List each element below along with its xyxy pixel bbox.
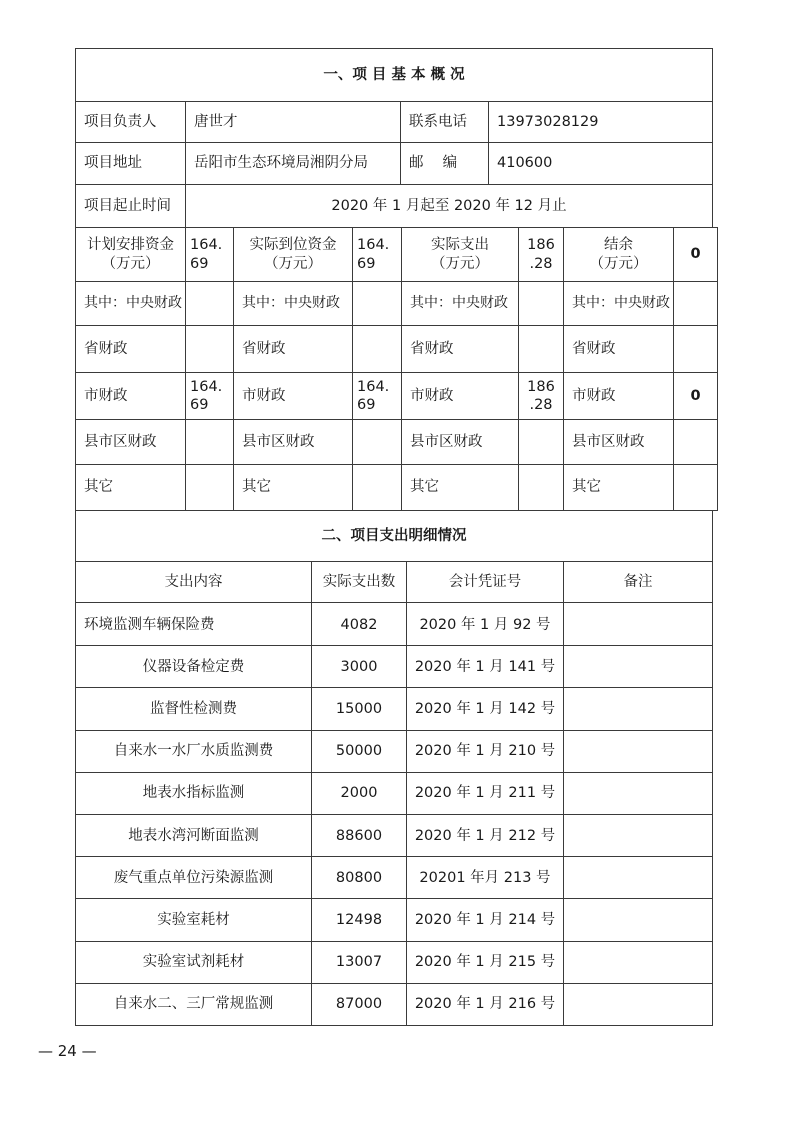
received-funds-value [353,228,401,281]
city-received-value [353,373,401,419]
leader-label: 项目负责人 [84,113,157,130]
leader-value: 唐世才 [194,113,238,130]
cell-note [564,646,712,687]
received-funds-label-line2: （万元） [264,255,322,272]
city-finance-label: 市财政 [242,387,286,404]
rule [75,602,713,603]
cell-item: 监督性检测费 [150,700,237,717]
city-received-value-line2: 69 [357,397,376,413]
balance-value: 0 [690,246,701,263]
header-amount: 实际支出数 [322,573,396,590]
period-value: 2020 年 1 月起至 2020 年 12 月止 [331,197,567,214]
cell-item: 环境监测车辆保险费 [84,616,215,633]
phone-label: 联系电话 [409,113,467,130]
province-finance-label: 省财政 [84,340,128,357]
received-funds-label [234,228,352,281]
section-2-title: 二、项目支出明细情况 [321,527,467,544]
county-finance-label: 县市区财政 [84,433,157,450]
header-note: 备注 [623,573,653,590]
section-1-title: 一、项 目 基 本 概 况 [323,66,465,83]
other-finance-label: 其它 [410,479,439,496]
cell-voucher: 2020 年 1 月 216 号 [414,996,556,1013]
cell-item: 实验室耗材 [157,911,230,928]
page-number: — 24 — [38,1042,97,1060]
cell-note [564,942,712,983]
cell-voucher: 2020 年 1 月 214 号 [414,911,556,928]
other-finance-label: 其它 [84,479,113,496]
cell-item: 地表水湾河断面监测 [128,827,259,844]
planned-funds-label-line2: （万元） [101,255,160,272]
period-label: 项目起止时间 [84,197,171,214]
phone-value: 13973028129 [497,113,599,130]
central-finance-label: 其中：中央财政 [84,294,182,311]
planned-funds-value [186,228,233,281]
cell-note [564,857,712,898]
central-finance-label: 其中：中央财政 [410,294,508,311]
central-finance-label: 其中：中央财政 [572,294,670,311]
cell-item: 地表水指标监测 [142,785,245,802]
cell-voucher: 2020 年 1 月 141 号 [414,658,556,675]
cell-amount: 13007 [335,954,383,971]
spent-funds-label-line1: 实际支出 [431,237,489,254]
rule [712,510,713,1026]
city-spent-value-line2: .28 [529,397,553,413]
cell-note [564,604,712,645]
planned-funds-value-line1: 164. [190,237,223,254]
cell-note [564,984,712,1025]
header-voucher: 会计凭证号 [448,573,522,590]
received-funds-value-line2: 69 [357,255,376,272]
city-finance-label: 市财政 [84,387,128,404]
cell-amount: 88600 [335,827,383,844]
postcode-value: 410600 [497,155,553,172]
rule [717,227,718,510]
province-finance-label: 省财政 [242,340,286,357]
cell-amount: 87000 [335,996,383,1013]
city-spent-value [519,373,563,419]
spent-funds-label-line2: （万元） [431,255,489,272]
address-value: 岳阳市生态环境局湘阴分局 [194,155,368,172]
cell-voucher: 2020 年 1 月 212 号 [414,827,556,844]
postcode-label: 邮 编 [409,155,458,172]
city-finance-label: 市财政 [410,387,454,404]
city-planned-value-line2: 69 [190,397,209,413]
county-finance-label: 县市区财政 [242,433,315,450]
spent-funds-value [519,228,563,281]
cell-note [564,899,712,940]
cell-note [564,815,712,856]
cell-item: 自来水一水厂水质监测费 [113,743,274,760]
cell-voucher: 2020 年 1 月 215 号 [414,954,556,971]
cell-item: 实验室试剂耗材 [142,954,245,971]
cell-note [564,773,712,814]
cell-amount: 80800 [335,869,383,886]
balance-label-line2: （万元） [589,255,648,272]
cell-item: 废气重点单位污染源监测 [113,869,274,886]
cell-item: 仪器设备检定费 [142,658,245,675]
city-finance-label: 市财政 [572,387,616,404]
cell-amount: 15000 [335,700,383,717]
cell-amount: 4082 [340,616,378,633]
cell-amount: 50000 [335,743,383,760]
cell-note [564,688,712,729]
rule [75,1025,713,1026]
header-item: 支出内容 [164,573,223,590]
spent-funds-value-line1: 186 [527,237,555,254]
county-finance-label: 县市区财政 [572,433,645,450]
province-finance-label: 省财政 [410,340,454,357]
cell-amount: 12498 [335,911,383,928]
cell-voucher: 2020 年 1 月 92 号 [419,616,551,633]
cell-voucher: 2020 年 1 月 142 号 [414,700,556,717]
central-finance-label: 其中：中央财政 [242,294,340,311]
cell-note [564,731,712,772]
city-planned-value-line1: 164. [190,378,223,395]
balance-label-line1: 结余 [604,237,633,254]
cell-voucher: 2020 年 1 月 211 号 [414,785,556,802]
cell-amount: 3000 [340,658,378,675]
cell-voucher: 20201 年月 213 号 [419,869,551,886]
cell-item: 自来水二、三厂常规监测 [113,996,274,1013]
address-label: 项目地址 [84,155,142,172]
city-planned-value [186,373,233,419]
province-finance-label: 省财政 [572,340,616,357]
spent-funds-value-line2: .28 [529,255,553,272]
planned-funds-label-line1: 计划安排资金 [87,237,174,254]
city-balance-value: 0 [690,387,701,404]
city-spent-value-line1: 186 [527,378,555,395]
planned-funds-label [76,228,185,281]
cell-voucher: 2020 年 1 月 210 号 [414,743,556,760]
other-finance-label: 其它 [242,479,271,496]
balance-label [564,228,673,281]
received-funds-value-line1: 164. [357,237,390,254]
cell-amount: 2000 [340,785,378,802]
county-finance-label: 县市区财政 [410,433,483,450]
other-finance-label: 其它 [572,479,601,496]
planned-funds-value-line2: 69 [190,255,209,272]
city-received-value-line1: 164. [357,378,390,395]
received-funds-label-line1: 实际到位资金 [249,237,337,254]
spent-funds-label [402,228,518,281]
